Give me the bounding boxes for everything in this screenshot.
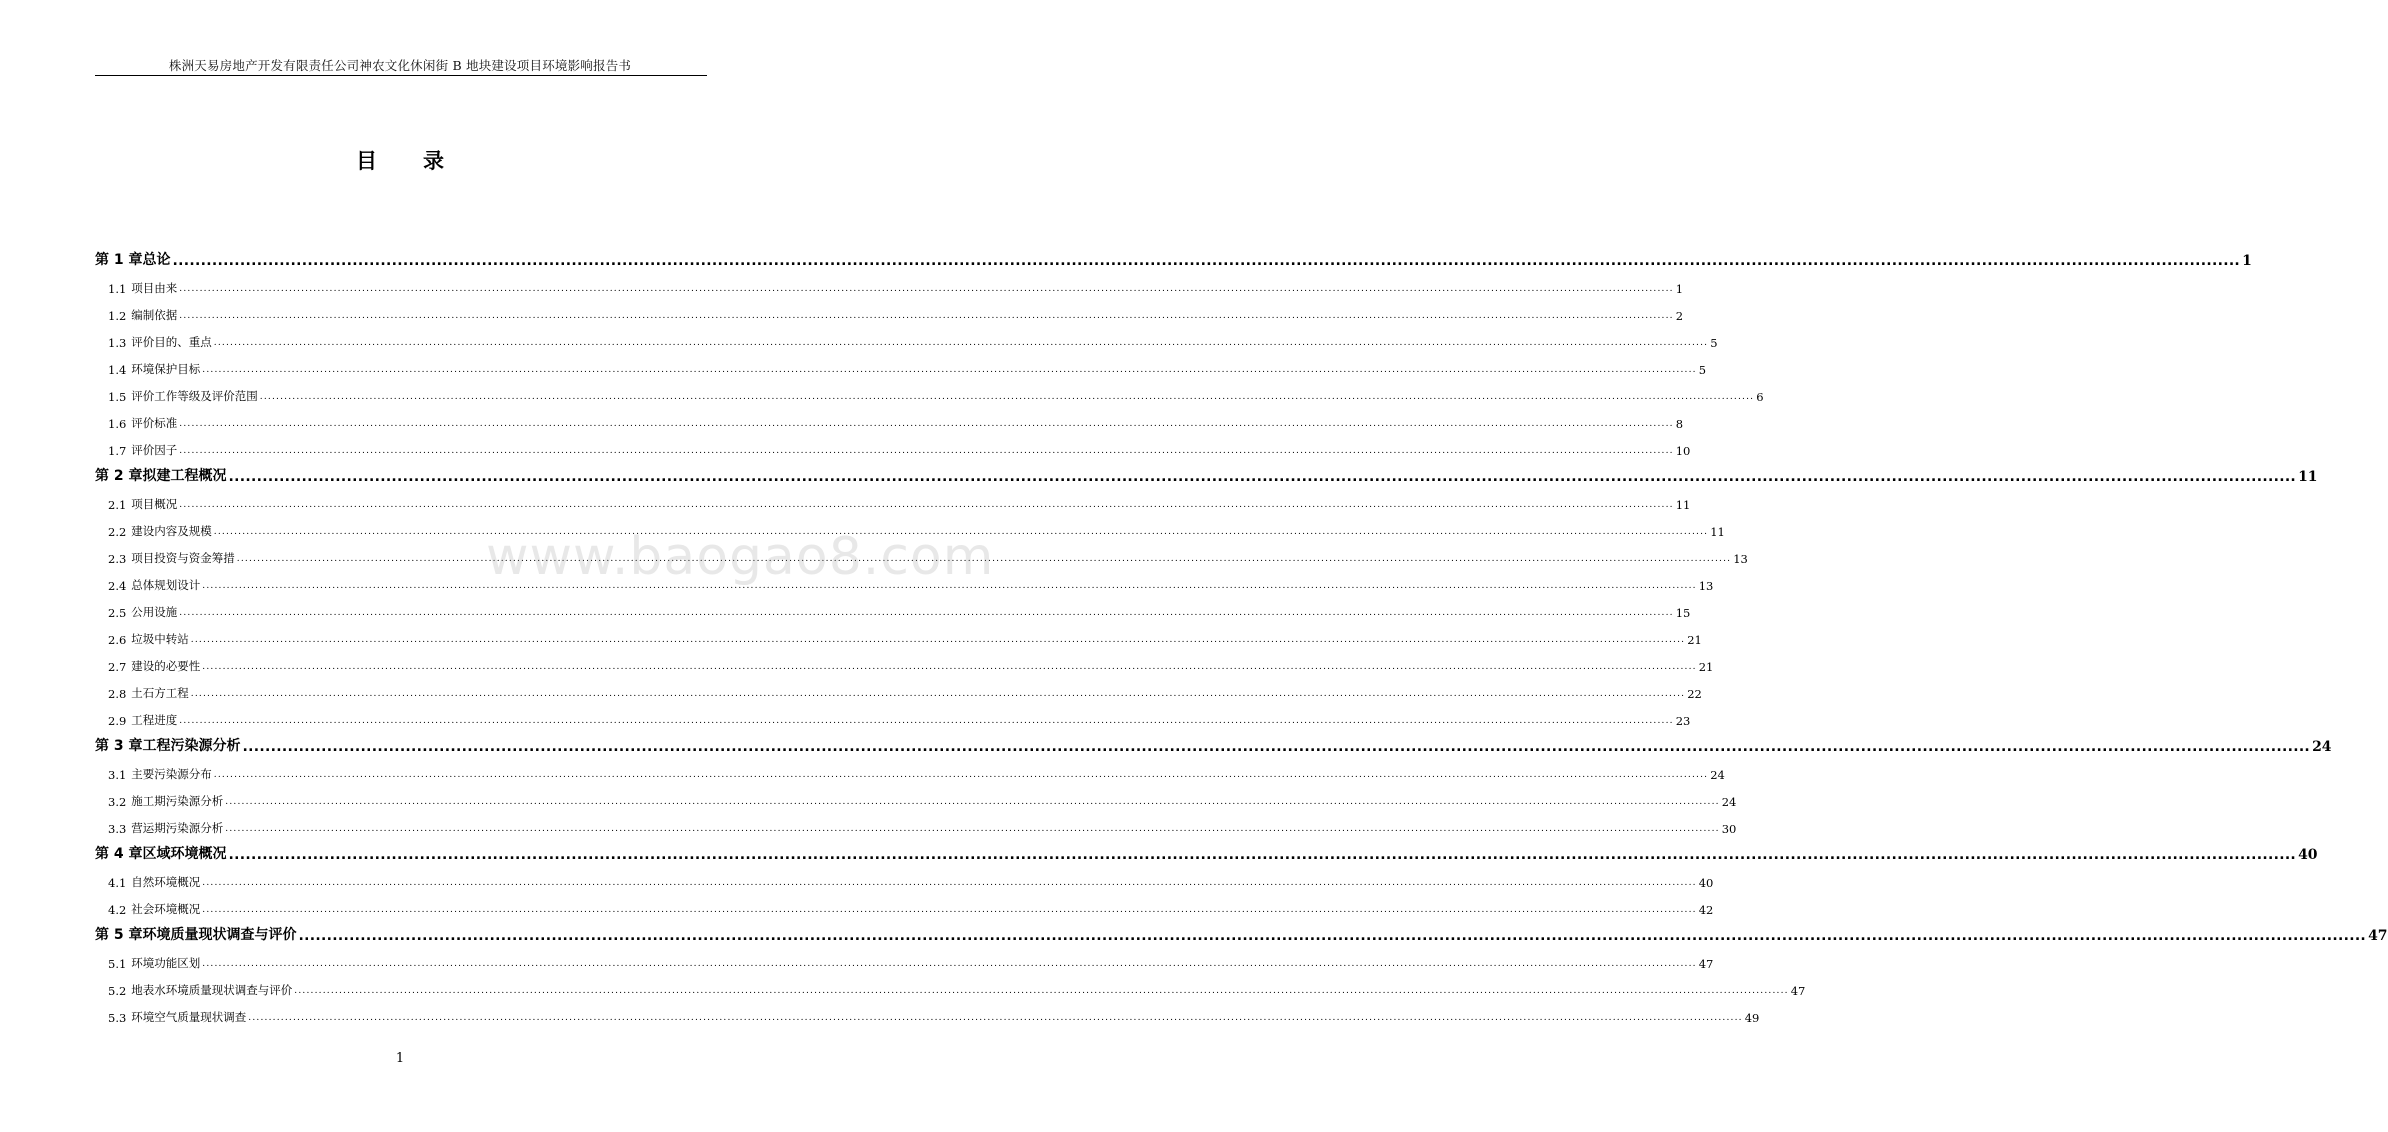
- page-number-ref: 47: [1698, 957, 1714, 971]
- section-title: 编制依据: [131, 308, 178, 322]
- dot-leader: [202, 904, 1696, 917]
- toc-section-entry[interactable]: [95, 593, 1691, 620]
- toc-section-entry[interactable]: [95, 431, 1691, 458]
- page-number-ref: 15: [1675, 606, 1691, 620]
- dot-leader: [299, 928, 2367, 944]
- toc-chapter-entry[interactable]: [95, 836, 2318, 863]
- section-title: 总体规划设计: [131, 578, 201, 592]
- dot-leader: [229, 847, 2297, 863]
- section-title: 环境功能区划: [131, 956, 201, 970]
- section-title: 垃圾中转站: [131, 632, 189, 646]
- dot-leader: [179, 607, 1673, 620]
- section-number: 1.3: [108, 336, 127, 350]
- chapter-number: 第 2 章: [95, 468, 143, 484]
- section-number: 2.5: [108, 606, 127, 620]
- dot-leader: [237, 553, 1731, 566]
- page-number-ref: 42: [1698, 903, 1714, 917]
- page-number-ref: 11: [1675, 498, 1691, 512]
- page-number-ref: 24: [1721, 795, 1737, 809]
- chapter-title: 拟建工程概况: [142, 468, 227, 484]
- toc-section-entry[interactable]: [95, 620, 1702, 647]
- dot-leader: [229, 469, 2297, 485]
- toc-section-entry[interactable]: [95, 296, 1684, 323]
- page-number: 1: [395, 1051, 405, 1066]
- toc-section-entry[interactable]: [95, 323, 1718, 350]
- dot-leader: [202, 877, 1696, 890]
- dot-leader: [214, 526, 1708, 539]
- page-number-ref: 13: [1698, 579, 1714, 593]
- dot-leader: [179, 283, 1673, 296]
- section-title: 评价目的、重点: [131, 335, 212, 349]
- section-title: 主要污染源分布: [131, 767, 212, 781]
- toc-section-entry[interactable]: [95, 539, 1748, 566]
- dot-leader: [225, 823, 1719, 836]
- toc-section-entry[interactable]: [95, 647, 1714, 674]
- page-number-ref: 1: [2242, 253, 2252, 269]
- toc-chapter-entry[interactable]: [95, 458, 2318, 485]
- dot-leader: [179, 499, 1673, 512]
- section-number: 2.4: [108, 579, 127, 593]
- chapter-number: 第 3 章: [95, 738, 143, 754]
- toc-title-char-2: 录: [423, 149, 444, 173]
- dot-leader: [179, 715, 1673, 728]
- page-number-ref: 5: [1710, 336, 1718, 350]
- page-number-ref: 47: [1790, 984, 1806, 998]
- section-title: 自然环境概况: [131, 875, 201, 889]
- chapter-number: 第 1 章: [95, 252, 143, 268]
- chapter-title: 区域环境概况: [142, 846, 227, 862]
- section-number: 5.2: [108, 984, 127, 998]
- running-header: 株洲天易房地产开发有限责任公司神农文化休闲街 B 地块建设项目环境影响报告书: [168, 58, 632, 73]
- chapter-title: 总论: [142, 252, 171, 268]
- section-number: 1.2: [108, 309, 127, 323]
- dot-leader: [179, 310, 1673, 323]
- section-number: 4.2: [108, 903, 127, 917]
- chapter-title: 工程污染源分析: [142, 738, 241, 754]
- section-title: 施工期污染源分析: [131, 794, 224, 808]
- page-number-ref: 40: [2298, 847, 2318, 863]
- section-title: 建设的必要性: [131, 659, 201, 673]
- section-number: 3.3: [108, 822, 127, 836]
- section-title: 建设内容及规模: [131, 524, 212, 538]
- section-number: 1.6: [108, 417, 127, 431]
- toc-chapter-entry[interactable]: [95, 728, 2332, 755]
- page-number-ref: 2: [1675, 309, 1684, 323]
- page-number-ref: 22: [1687, 687, 1702, 701]
- section-number: 2.6: [108, 633, 127, 647]
- page-number-ref: 6: [1756, 390, 1764, 404]
- toc-chapter-entry[interactable]: [95, 917, 2388, 944]
- section-title: 评价标准: [131, 416, 178, 430]
- section-title: 项目投资与资金筹措: [131, 551, 235, 565]
- chapter-number: 第 4 章: [95, 846, 143, 862]
- toc-chapter-entry[interactable]: [95, 242, 2252, 269]
- page-number-ref: 30: [1721, 822, 1737, 836]
- section-number: 2.3: [108, 552, 127, 566]
- section-title: 营运期污染源分析: [131, 821, 224, 835]
- toc-section-entry[interactable]: [95, 782, 1737, 809]
- section-number: 4.1: [108, 876, 127, 890]
- section-number: 1.7: [108, 444, 127, 458]
- toc-section-entry[interactable]: [95, 701, 1691, 728]
- toc-section-entry[interactable]: [95, 809, 1737, 836]
- dot-leader: [225, 796, 1719, 809]
- toc-section-entry[interactable]: [95, 350, 1707, 377]
- dot-leader: [243, 739, 2311, 755]
- toc-section-entry[interactable]: [95, 485, 1691, 512]
- page-number-ref: 24: [1710, 768, 1725, 782]
- dot-leader: [260, 391, 1754, 404]
- toc-section-entry[interactable]: [95, 890, 1714, 917]
- section-title: 评价因子: [131, 443, 178, 457]
- toc-section-entry[interactable]: [95, 377, 1764, 404]
- chapter-title: 环境质量现状调查与评价: [142, 927, 297, 943]
- dot-leader: [248, 1012, 1742, 1025]
- toc-section-entry[interactable]: [95, 944, 1714, 971]
- toc-section-entry[interactable]: [95, 998, 1760, 1025]
- toc-title: [0, 145, 800, 175]
- section-title: 地表水环境质量现状调查与评价: [131, 983, 293, 997]
- section-number: 1.1: [108, 282, 127, 296]
- section-title: 社会环境概况: [131, 902, 201, 916]
- dot-leader: [179, 418, 1673, 431]
- page-number-ref: 47: [2368, 928, 2388, 944]
- dot-leader: [202, 661, 1696, 674]
- page-number-ref: 23: [1675, 714, 1691, 728]
- toc-section-entry[interactable]: [95, 566, 1714, 593]
- watermark: www.baogao8.com: [486, 527, 995, 587]
- dot-leader: [179, 445, 1673, 458]
- section-number: 2.9: [108, 714, 127, 728]
- section-title: 工程进度: [131, 713, 178, 727]
- section-title: 土石方工程: [131, 686, 189, 700]
- dot-leader: [202, 364, 1696, 377]
- dot-leader: [294, 985, 1788, 998]
- page-number-ref: 21: [1698, 660, 1714, 674]
- page-number-ref: 24: [2312, 739, 2332, 755]
- section-number: 3.1: [108, 768, 127, 782]
- page-number-ref: 49: [1744, 1011, 1760, 1025]
- chapter-number: 第 5 章: [95, 927, 143, 943]
- toc-section-entry[interactable]: [95, 674, 1702, 701]
- toc-section-entry[interactable]: [95, 971, 1806, 998]
- dot-leader: [173, 253, 2241, 269]
- section-number: 1.5: [108, 390, 127, 404]
- page-number-ref: 21: [1687, 633, 1702, 647]
- section-number: 2.1: [108, 498, 127, 512]
- page-number-ref: 13: [1733, 552, 1748, 566]
- section-number: 3.2: [108, 795, 127, 809]
- toc-title-char-1: 目: [356, 149, 377, 173]
- section-title: 项目由来: [131, 281, 178, 295]
- toc-section-entry[interactable]: [95, 404, 1684, 431]
- dot-leader: [191, 688, 1685, 701]
- dot-leader: [191, 634, 1685, 647]
- section-number: 2.7: [108, 660, 127, 674]
- section-number: 1.4: [108, 363, 127, 377]
- dot-leader: [214, 769, 1708, 782]
- page-number-ref: 11: [2298, 469, 2318, 485]
- section-number: 2.8: [108, 687, 127, 701]
- toc-section-entry[interactable]: [95, 755, 1725, 782]
- page-number-ref: 1: [1675, 282, 1684, 296]
- dot-leader: [202, 580, 1696, 593]
- section-number: 2.2: [108, 525, 127, 539]
- toc-section-entry[interactable]: [95, 863, 1714, 890]
- header-rule: [95, 75, 707, 76]
- dot-leader: [202, 958, 1696, 971]
- section-title: 公用设施: [131, 605, 178, 619]
- section-number: 5.1: [108, 957, 127, 971]
- page-number-ref: 8: [1675, 417, 1684, 431]
- dot-leader: [214, 337, 1708, 350]
- section-title: 评价工作等级及评价范围: [131, 389, 258, 403]
- page-number-ref: 5: [1698, 363, 1707, 377]
- toc-section-entry[interactable]: [95, 269, 1684, 296]
- section-number: 5.3: [108, 1011, 127, 1025]
- page-number-ref: 11: [1710, 525, 1725, 539]
- section-title: 项目概况: [131, 497, 178, 511]
- page-number-ref: 10: [1675, 444, 1691, 458]
- page-number-ref: 40: [1698, 876, 1714, 890]
- section-title: 环境空气质量现状调查: [131, 1010, 247, 1024]
- section-title: 环境保护目标: [131, 362, 201, 376]
- toc-section-entry[interactable]: [95, 512, 1725, 539]
